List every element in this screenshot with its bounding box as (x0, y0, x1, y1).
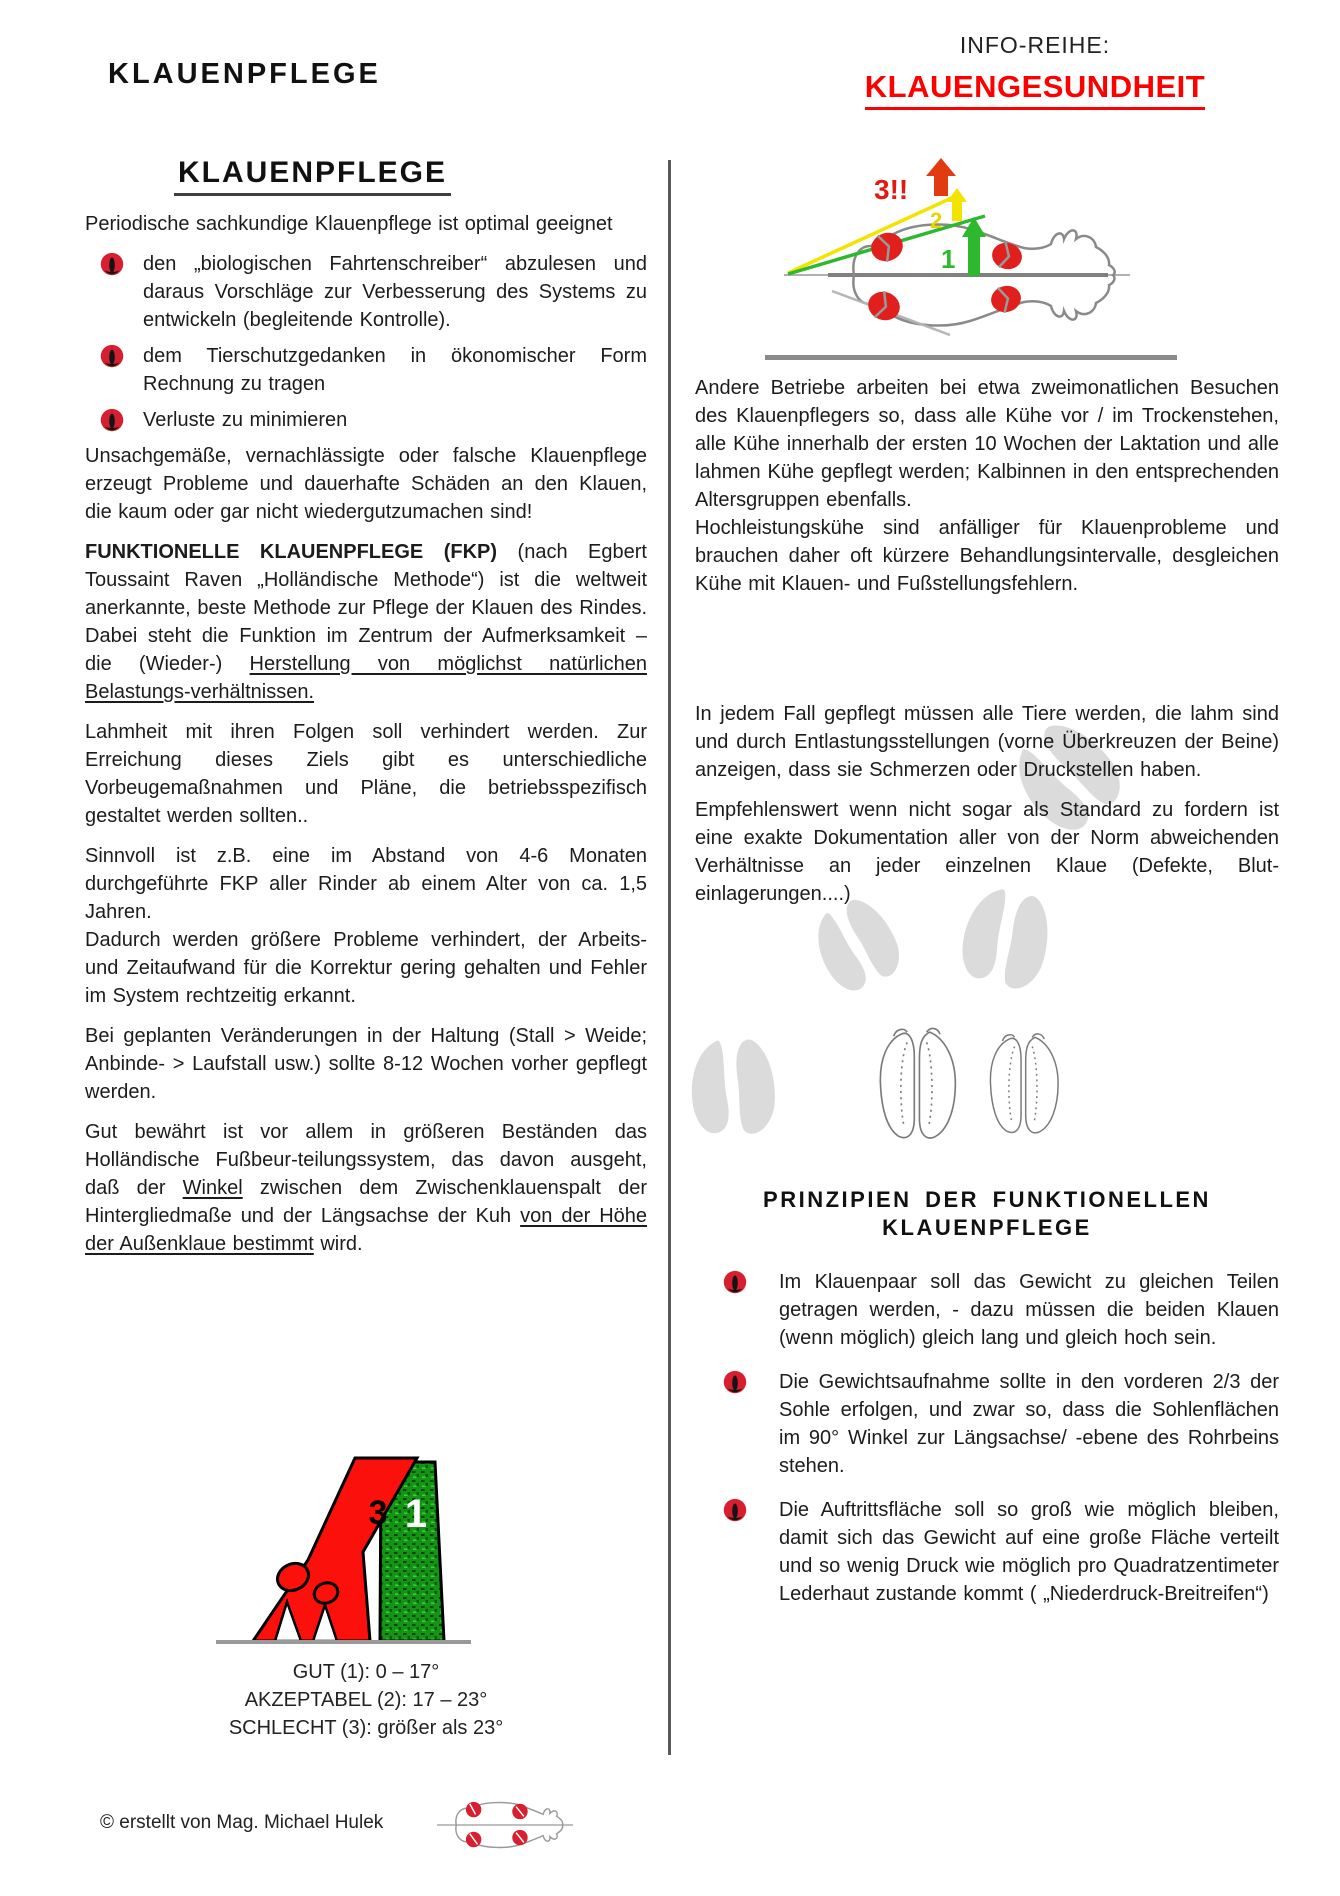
lahmheit-paragraph: Lahmheit mit ihren Folgen soll verhindert werden. Zur Erreichung dieses Ziels gibt es unterschiedliche Vorbeugemaßnahmen und Pläne, die betriebsspezifisch gestaltet werden sollten.. (85, 721, 647, 827)
hoof-spot (988, 283, 1024, 316)
list-item (695, 1496, 1279, 1608)
info-series-title-text: KLAUENGESUNDHEIT (865, 69, 1205, 110)
winkel-t1: Gut bewährt ist vor allem in größeren Beständen das Holländische Fußbeur-teilungssystem, das davon ausgeht, daß der (85, 1121, 647, 1199)
hoof-print-icon (98, 251, 126, 279)
intro-paragraph: Periodische sachkundige Klauenpflege ist optimal geeignet (85, 213, 613, 235)
info-series-title (800, 69, 1270, 110)
winkel-u2: von der Höhe der Außenklaue bestimmt (85, 1205, 648, 1255)
winkel-paragraph (85, 1118, 647, 1258)
cow-label-good: 1 (941, 244, 956, 274)
right-text-block-1 (695, 374, 1279, 598)
hoof-print-icon (98, 407, 126, 435)
section-title-klauenpflege: KLAUENPFLEGE (174, 156, 451, 196)
list-item-text: Die Auftrittsfläche soll so groß wie möglich bleiben, damit sich das Gewicht auf eine große Fläche verteilt und so wenig Druck wie möglich pro Quadratzentimeter Lederhaut zustande kommt ( „Niederdruck-Breitreifen“) (779, 1499, 1279, 1605)
hoof-sole-sketch (984, 1026, 1072, 1149)
list-item-text: Im Klauenpaar soll das Gewicht zu gleichen Teilen getragen werden, - dazu müssen die beiden Klauen (wenn möglich) gleich lang und gleich hoch sein. (779, 1271, 1279, 1349)
fkp-paragraph (85, 538, 647, 706)
cow-label-ok: 2 (930, 208, 943, 233)
fkp-underlined-text: Herstellung von möglichst natürlichen Belastungs-verhältnissen. (85, 653, 647, 703)
section-title-wrap (85, 156, 540, 196)
leg-angle-diagram (213, 1452, 473, 1651)
hoof-print-icon (721, 1269, 749, 1297)
yellow-arrow (947, 188, 967, 221)
list-item (85, 250, 647, 334)
hoof-print-watermark (686, 1026, 781, 1156)
winkel-u1: Winkel (182, 1177, 243, 1199)
hochleistung-paragraph: Hochleistungskühe sind anfälliger für Klauenprobleme und brauchen daher oft kürzere Behandlungsintervalle, desgleichen Kühe mit Klauen- und Fußstellungsfehlern. (695, 517, 1279, 595)
right-text-block-2 (695, 700, 1279, 920)
list-item (85, 406, 647, 434)
leg-label-good: 1 (404, 1492, 428, 1536)
red-arrow (926, 158, 956, 196)
list-item-text: Die Gewichtsaufnahme sollte in den vorderen 2/3 der Sohle erfolgen, und zwar so, dass die Sohlenflächen im 90° Winkel zur Längsachse/ -ebene des Rohrbeins stehen. (779, 1371, 1279, 1477)
cow-label-bad: 3!! (874, 174, 909, 205)
list-item (695, 1268, 1279, 1352)
list-item-text: Verluste zu minimieren (143, 409, 348, 431)
hoof-print-icon (721, 1369, 749, 1397)
winkel-t2: zwischen dem Zwischenklauenspalt der Hintergliedmaße und der Längsachse der Kuh (85, 1177, 648, 1227)
empfehlung-paragraph: Empfehlenswert wenn nicht sogar als Standard zu fordern ist eine exakte Dokumentation aller von der Norm abweichenden Verhältnisse an jeder einzelnen Klaue (Defekte, Blut-einlagerungen....) (695, 799, 1279, 905)
cow-top-view-icon (435, 1792, 575, 1863)
hoof-sole-sketch (872, 1026, 972, 1149)
caption-gut: GUT (1): 0 – 17° (292, 1661, 440, 1683)
hoof-spot (989, 240, 1025, 273)
fall-paragraph: In jedem Fall gepflegt müssen alle Tiere werden, die lahm sind und durch Entlastungsstellungen (vorne Überkreuzen der Beine) anzeigen, dass sie Schmerzen oder Druckstellen haben. (695, 703, 1279, 781)
green-arrow (962, 217, 986, 276)
column-divider (668, 160, 671, 1755)
left-column (85, 156, 647, 1270)
winkel-t3: wird. (313, 1233, 363, 1255)
dadurch-paragraph: Dadurch werden größere Probleme verhindert, der Arbeits- und Zeitaufwand für die Korrektur gering gehalten und Fehler im System rechtzeitig erkannt. (85, 929, 647, 1007)
info-series-block (800, 32, 1270, 110)
list-item (695, 1368, 1279, 1480)
yellow-angle-line (788, 195, 958, 273)
caption-akzeptabel: AKZEPTABEL (2): 17 – 23° (244, 1689, 488, 1711)
leg-label-bad: 3 (368, 1494, 388, 1532)
betriebe-paragraph: Andere Betriebe arbeiten bei etwa zweimonatlichen Besuchen des Klauenpflegers so, dass alle Kühe vor / im Trockenstehen, alle Kühe innerhalb der ersten 10 Wochen der Laktation und alle lahmen Kühe gepflegt werden; Kalbinnen in den entsprechenden Altersgruppen ebenfalls. (695, 377, 1279, 511)
cow-top-view-diagram (758, 142, 1178, 362)
fkp-mid-text: (nach Egbert Toussaint Raven „Holländische Methode“) ist die weltweit anerkannte, beste Methode zur Pflege der Klauen des Rindes. Dabei steht die Funktion im Zentrum der Aufmerksamkeit – die (Wieder-) (85, 541, 647, 675)
caption-schlecht: SCHLECHT (3): größer als 23° (228, 1717, 504, 1739)
list-item-text: den „biologischen Fahrtenschreiber“ abzulesen und daraus Vorschläge zur Verbesserung des Systems zu entwickeln (begleitende Kontrolle). (143, 253, 647, 331)
bullet-list-right (695, 1268, 1279, 1624)
warning-paragraph: Unsachgemäße, vernachlässigte oder falsche Klauenpflege erzeugt Probleme und dauerhafte Schäden an den Klauen, die kaum oder gar nicht wiedergutzumachen sind! (85, 445, 647, 523)
page-title: KLAUENPFLEGE (108, 58, 381, 90)
section-title-prinzipien: PRINZIPIEN DER FUNKTIONELLEN KLAUENPFLEGE (763, 1187, 1211, 1240)
footer-credit: © erstellt von Mag. Michael Hulek (100, 1812, 384, 1833)
info-series-label: INFO-REIHE: (959, 32, 1111, 58)
list-item (85, 342, 647, 398)
hoof-print-icon (721, 1497, 749, 1525)
fkp-bold-text: FUNKTIONELLE KLAUENPFLEGE (FKP) (85, 541, 498, 563)
sinnvoll-paragraph: Sinnvoll ist z.B. eine im Abstand von 4-6 Monaten durchgeführte FKP aller Rinder ab einem Alter von ca. 1,5 Jahren. (85, 845, 647, 923)
hoof-print-icon (98, 343, 126, 371)
bullet-list-left (85, 250, 647, 434)
angle-captions (85, 1658, 647, 1742)
list-item-text: dem Tierschutzgedanken in ökonomischer Form Rechnung zu tragen (143, 345, 647, 395)
haltung-paragraph: Bei geplanten Veränderungen in der Haltung (Stall > Weide; Anbinde- > Laufstall usw.) sollte 8-12 Wochen vorher gepflegt werden. (85, 1025, 647, 1103)
